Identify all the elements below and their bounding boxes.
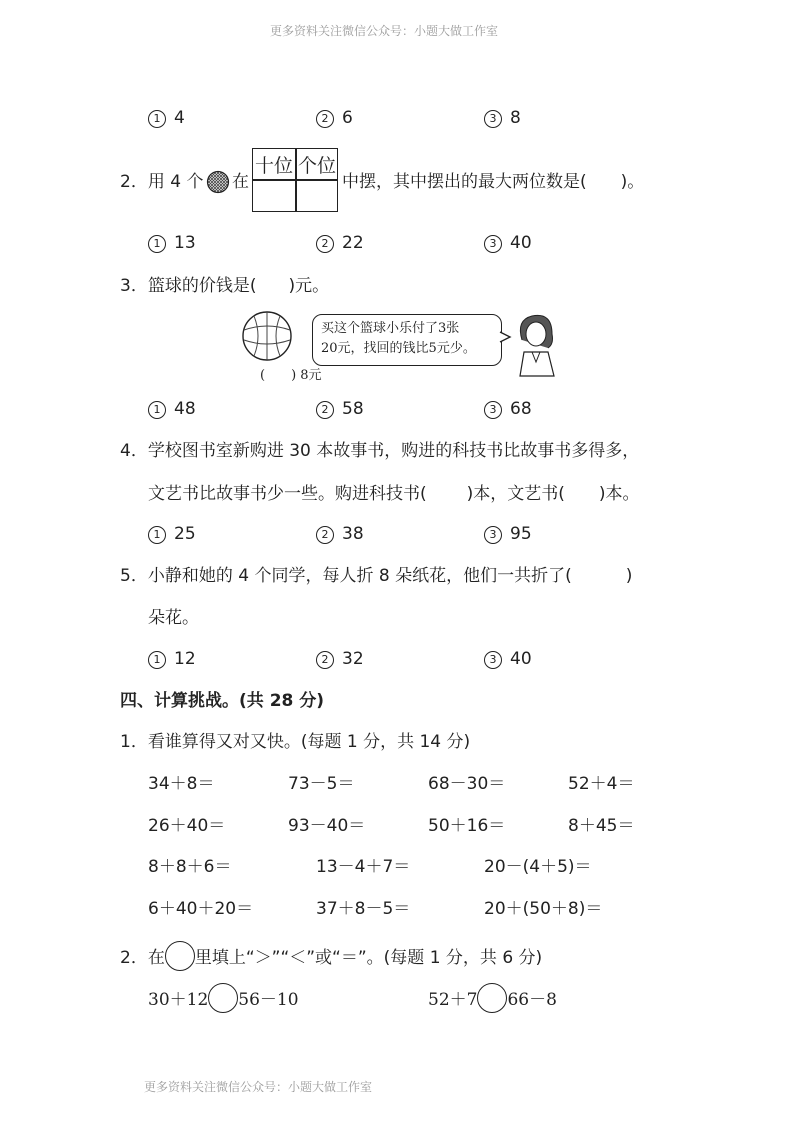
calc-r2-c4: 8＋45＝ (568, 816, 635, 836)
q3-option-1: 1 48 (148, 399, 196, 419)
q4-line-2: 文艺书比故事书少一些。购进科技书( )本，文艺书( )本。 (148, 484, 640, 504)
place-value-table (252, 148, 338, 212)
compare-1-circle[interactable] (208, 983, 238, 1013)
q2-option-3: 3 40 (484, 233, 532, 253)
calc-r2-c2: 93－40＝ (288, 816, 366, 836)
ones-header: 个位 (298, 155, 337, 177)
calc-r4-c3: 20＋(50＋8)＝ (484, 899, 603, 919)
calc-r4-c2: 37＋8－5＝ (316, 899, 411, 919)
calc-r4-c1: 6＋40＋20＝ (148, 899, 254, 919)
q2-option-2: 2 22 (316, 233, 364, 253)
calc-r1-c4: 52＋4＝ (568, 774, 635, 794)
speech-bubble (312, 314, 502, 366)
q2-text-a: 2．用 4 个 (120, 172, 204, 192)
compare-2: 52＋7 66－8 (428, 983, 557, 1013)
compare-2-circle[interactable] (477, 983, 507, 1013)
q5-line-1: 5．小静和她的 4 个同学，每人折 8 朵纸花，他们一共折了( ) (120, 566, 633, 586)
calc-r3-c3: 20－(4＋5)＝ (484, 857, 592, 877)
bubble-line-1: 买这个篮球小乐付了3张 (321, 321, 460, 336)
section-4-title: 四、计算挑战。(共 28 分) (120, 691, 325, 711)
bubble-line-2: 20元，找回的钱比5元少。 (321, 341, 476, 356)
calc-r1-c3: 68－30＝ (428, 774, 506, 794)
section-4-sub-1: 1．看谁算得又对又快。(每题 1 分，共 14 分) (120, 732, 471, 752)
q4-option-3: 3 95 (484, 524, 532, 544)
q3-option-2: 2 58 (316, 399, 364, 419)
section-4-sub-2: 2．在 里填上“＞”“＜”或“＝”。(每题 1 分，共 6 分) (120, 941, 542, 971)
calc-r1-c1: 34＋8＝ (148, 774, 215, 794)
calc-r1-c2: 73－5＝ (288, 774, 355, 794)
q1-option-3: 3 8 (484, 108, 521, 128)
header-note: 更多资料关注微信公众号：小题大做工作室 (270, 24, 499, 38)
basketball-price-label: ( ) 8元 (260, 368, 322, 383)
compare-1: 30＋12 56－10 (148, 983, 299, 1013)
q5-option-2: 2 32 (316, 649, 364, 669)
q3-text: 3．篮球的价钱是( )元。 (120, 276, 330, 296)
basketball-icon (240, 310, 294, 362)
q3-option-3: 3 68 (484, 399, 532, 419)
girl-figure-icon (512, 310, 560, 378)
tens-header: 十位 (255, 155, 294, 177)
q5-option-3: 3 40 (484, 649, 532, 669)
q2-text-b: 在 (232, 172, 249, 192)
footer-note: 更多资料关注微信公众号：小题大做工作室 (144, 1080, 373, 1094)
q5-option-1: 1 12 (148, 649, 196, 669)
q4-option-1: 1 25 (148, 524, 196, 544)
counter-disc-icon (206, 170, 230, 194)
q4-line-1: 4．学校图书室新购进 30 本故事书，购进的科技书比故事书多得多， (120, 441, 640, 461)
bubble-tail-icon (498, 330, 512, 344)
calc-r2-c1: 26＋40＝ (148, 816, 226, 836)
calc-r3-c1: 8＋8＋6＝ (148, 857, 232, 877)
calc-r2-c3: 50＋16＝ (428, 816, 506, 836)
q1-option-1: 1 4 (148, 108, 185, 128)
q2-option-1: 1 13 (148, 233, 196, 253)
compare-circle-example (165, 941, 195, 971)
calc-r3-c2: 13－4＋7＝ (316, 857, 411, 877)
q5-line-2: 朵花。 (148, 608, 199, 628)
q2-text-c: 中摆，其中摆出的最大两位数是( )。 (342, 172, 645, 192)
q1-option-2: 2 6 (316, 108, 353, 128)
q4-option-2: 2 38 (316, 524, 364, 544)
